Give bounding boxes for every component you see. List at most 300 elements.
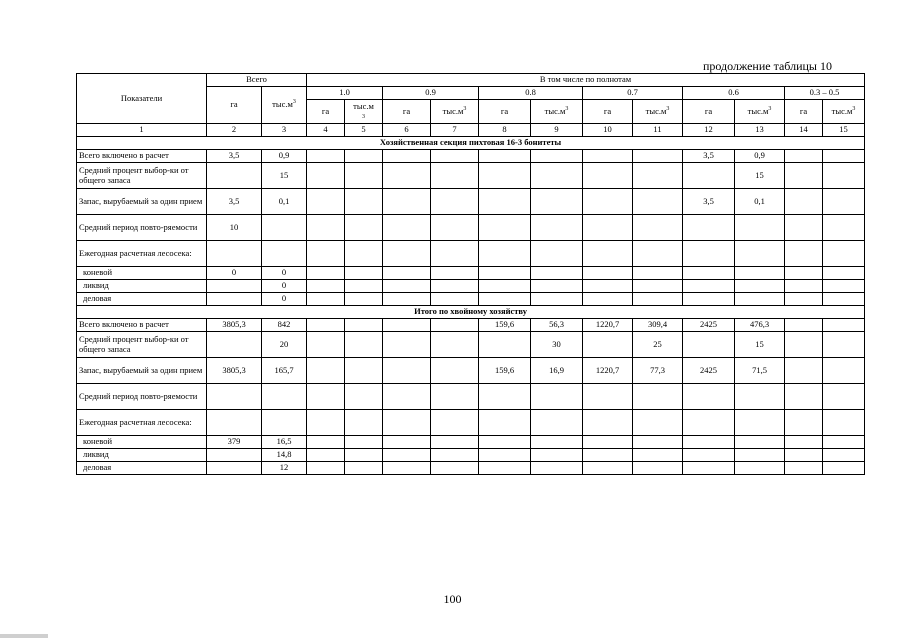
subheader-m3: $тыс.м^3$ — [633, 100, 683, 124]
table-cell — [785, 462, 823, 475]
column-number: 5 — [345, 124, 383, 137]
row-label: ликвид — [77, 280, 207, 293]
table-cell — [583, 384, 633, 410]
header-indicators: Показатели — [77, 74, 207, 124]
row-label: Ежегодная расчетная лесосека: — [77, 410, 207, 436]
table-cell — [383, 267, 431, 280]
table-cell — [479, 267, 531, 280]
table-cell — [431, 449, 479, 462]
table-cell — [785, 332, 823, 358]
table-cell: 0 — [207, 267, 262, 280]
table-cell — [307, 189, 345, 215]
table-cell — [683, 267, 735, 280]
table-cell — [633, 449, 683, 462]
table-cell — [307, 449, 345, 462]
column-number: 6 — [383, 124, 431, 137]
table-cell — [431, 280, 479, 293]
table-cell — [307, 332, 345, 358]
table-cell — [683, 384, 735, 410]
table-cell — [823, 189, 865, 215]
table-cell — [735, 293, 785, 306]
subheader-m3: тыс.м 3 — [345, 100, 383, 124]
table-cell — [683, 449, 735, 462]
table-cell — [583, 241, 633, 267]
table-cell — [207, 332, 262, 358]
table-cell — [583, 332, 633, 358]
table-cell — [785, 280, 823, 293]
subheader-ha: га — [683, 100, 735, 124]
row-label: деловая — [77, 462, 207, 475]
table-cell: 71,5 — [735, 358, 785, 384]
page-number: 100 — [443, 592, 462, 606]
table-cell — [307, 267, 345, 280]
table-cell — [683, 215, 735, 241]
table-cell: 3805,3 — [207, 319, 262, 332]
table-cell — [479, 150, 531, 163]
column-number: 11 — [633, 124, 683, 137]
table-cell — [431, 384, 479, 410]
table-cell — [207, 410, 262, 436]
table-cell — [823, 215, 865, 241]
table-cell: 25 — [633, 332, 683, 358]
table-cell — [307, 293, 345, 306]
table-cell: 3805,3 — [207, 358, 262, 384]
table-cell — [735, 241, 785, 267]
table-cell — [633, 215, 683, 241]
row-label: коневой — [77, 267, 207, 280]
table-cell — [531, 436, 583, 449]
table-cell — [583, 189, 633, 215]
table-cell — [431, 215, 479, 241]
table-cell — [431, 293, 479, 306]
table-cell — [633, 410, 683, 436]
table-cell — [383, 319, 431, 332]
column-number: 9 — [531, 124, 583, 137]
table-row — [77, 189, 865, 215]
table-cell — [735, 267, 785, 280]
table-cell — [823, 462, 865, 475]
column-number: 7 — [431, 124, 479, 137]
table-cell — [531, 449, 583, 462]
subheader-ha: га — [479, 100, 531, 124]
row-label: деловая — [77, 293, 207, 306]
table-cell — [633, 163, 683, 189]
table-cell — [207, 280, 262, 293]
table-cell — [479, 332, 531, 358]
table-cell — [345, 384, 383, 410]
density-0.6: 0.6 — [683, 87, 785, 100]
table-cell — [735, 462, 785, 475]
table-cell — [431, 462, 479, 475]
table-row — [77, 241, 865, 267]
table-cell — [735, 280, 785, 293]
table-cell — [431, 436, 479, 449]
table-cell — [583, 267, 633, 280]
table-row — [77, 449, 865, 462]
subheader-ha: га — [785, 100, 823, 124]
table-cell — [531, 280, 583, 293]
row-label: коневой — [77, 436, 207, 449]
table-cell — [583, 163, 633, 189]
table-cell — [207, 293, 262, 306]
table-cell — [383, 189, 431, 215]
column-number: 12 — [683, 124, 735, 137]
table-cell — [431, 332, 479, 358]
table-row — [77, 163, 865, 189]
row-label: Всего включено в расчет — [77, 319, 207, 332]
table-cell — [431, 267, 479, 280]
table-cell — [345, 150, 383, 163]
table-cell — [823, 319, 865, 332]
table-cell — [345, 319, 383, 332]
header-by-density: В том числе по полнотам — [307, 74, 865, 87]
table-cell — [307, 462, 345, 475]
table-cell — [633, 462, 683, 475]
table-cell: 20 — [262, 332, 307, 358]
table-caption: продолжение таблицы 10 — [702, 59, 832, 73]
density-0.9: 0.9 — [383, 87, 479, 100]
table-cell — [345, 241, 383, 267]
table-cell — [345, 410, 383, 436]
table-cell: 3,5 — [207, 189, 262, 215]
table-cell: 2425 — [683, 319, 735, 332]
table-row — [77, 319, 865, 332]
density-1.0: 1.0 — [307, 87, 383, 100]
table-cell: 1220,7 — [583, 358, 633, 384]
table-cell — [307, 163, 345, 189]
table-cell — [531, 189, 583, 215]
row-label: Запас, вырубаемый за один прием — [77, 358, 207, 384]
header-total: Всего — [207, 74, 307, 87]
density-0.8: 0.8 — [479, 87, 583, 100]
table-cell — [583, 215, 633, 241]
table-cell — [785, 150, 823, 163]
table-cell: 2425 — [683, 358, 735, 384]
table-cell: 842 — [262, 319, 307, 332]
table-cell — [785, 189, 823, 215]
table-cell: 15 — [735, 332, 785, 358]
table-cell — [307, 241, 345, 267]
table-cell — [683, 280, 735, 293]
row-label: Средний процент выбор-ки от общего запаса — [77, 163, 207, 189]
table-row — [77, 150, 865, 163]
table-cell — [383, 358, 431, 384]
table-cell — [785, 215, 823, 241]
table-cell — [345, 189, 383, 215]
table-row — [77, 358, 865, 384]
table-cell: 56,3 — [531, 319, 583, 332]
table-cell — [633, 241, 683, 267]
table-cell — [383, 293, 431, 306]
table-cell: 3,5 — [207, 150, 262, 163]
table-cell — [479, 215, 531, 241]
subheader-ha: га — [307, 100, 345, 124]
table-cell — [785, 293, 823, 306]
table-cell — [785, 358, 823, 384]
table-cell — [479, 384, 531, 410]
table-cell — [823, 267, 865, 280]
section-title: Хозяйственная секция пихтовая 16-3 бонитеты — [77, 137, 865, 150]
table-cell — [345, 462, 383, 475]
table-cell — [479, 436, 531, 449]
subheader-m3: $тыс.м^3$ — [823, 100, 865, 124]
column-number: 15 — [823, 124, 865, 137]
table-header — [77, 74, 865, 137]
table-cell — [735, 410, 785, 436]
table-cell — [431, 358, 479, 384]
table-cell — [823, 410, 865, 436]
table-body — [77, 137, 865, 475]
density-0.7: 0.7 — [583, 87, 683, 100]
table-cell: 15 — [262, 163, 307, 189]
table-cell — [735, 449, 785, 462]
column-number: 1 — [77, 124, 207, 137]
table-cell — [531, 462, 583, 475]
table-cell — [531, 384, 583, 410]
table-row — [77, 332, 865, 358]
table-cell — [207, 449, 262, 462]
table-cell — [785, 436, 823, 449]
row-label: ликвид — [77, 449, 207, 462]
table-cell — [683, 241, 735, 267]
table-cell — [207, 163, 262, 189]
table-cell — [307, 150, 345, 163]
row-label: Средний период повто-ряемости — [77, 384, 207, 410]
section-title: Итого по хвойному хозяйству — [77, 306, 865, 319]
column-number: 2 — [207, 124, 262, 137]
table-cell — [823, 150, 865, 163]
row-label: Всего включено в расчет — [77, 150, 207, 163]
column-number: 8 — [479, 124, 531, 137]
table-cell: 1220,7 — [583, 319, 633, 332]
table-cell — [785, 163, 823, 189]
table-cell — [823, 332, 865, 358]
table-cell — [735, 436, 785, 449]
table-cell: 379 — [207, 436, 262, 449]
data-table — [76, 73, 865, 475]
subheader-m3: $тыс.м^3$ — [431, 100, 479, 124]
table-cell: 15 — [735, 163, 785, 189]
table-cell — [345, 280, 383, 293]
table-cell — [207, 241, 262, 267]
column-number: 14 — [785, 124, 823, 137]
table-cell: 12 — [262, 462, 307, 475]
table-row — [77, 267, 865, 280]
table-cell — [785, 384, 823, 410]
table-cell — [262, 410, 307, 436]
table-cell — [583, 280, 633, 293]
table-cell: 159,6 — [479, 358, 531, 384]
column-number: 3 — [262, 124, 307, 137]
table-cell — [345, 215, 383, 241]
table-cell — [633, 280, 683, 293]
table-cell — [785, 410, 823, 436]
subheader-m3: $тыс.м^3$ — [531, 100, 583, 124]
table-cell: 77,3 — [633, 358, 683, 384]
table-cell: 0 — [262, 267, 307, 280]
table-cell: 476,3 — [735, 319, 785, 332]
table-cell — [633, 189, 683, 215]
table-row — [77, 462, 865, 475]
table-cell — [531, 163, 583, 189]
table-cell — [683, 332, 735, 358]
column-number: 13 — [735, 124, 785, 137]
table-cell — [823, 449, 865, 462]
table-cell: 14,8 — [262, 449, 307, 462]
table-row — [77, 436, 865, 449]
table-cell — [823, 280, 865, 293]
table-cell — [431, 150, 479, 163]
table-cell — [531, 241, 583, 267]
table-cell — [262, 384, 307, 410]
table-cell: 30 — [531, 332, 583, 358]
table-cell — [307, 436, 345, 449]
table-cell — [479, 189, 531, 215]
table-cell — [583, 436, 633, 449]
table-cell — [431, 410, 479, 436]
table-cell — [383, 241, 431, 267]
column-number-row — [77, 124, 865, 137]
table-cell: 0,1 — [735, 189, 785, 215]
table-row — [77, 384, 865, 410]
density-0.3-0.5: 0.3 – 0.5 — [785, 87, 865, 100]
table-cell — [633, 436, 683, 449]
table-cell — [383, 150, 431, 163]
table-cell — [345, 449, 383, 462]
table-cell — [383, 462, 431, 475]
table-cell — [479, 449, 531, 462]
table-cell — [431, 189, 479, 215]
table-cell — [345, 163, 383, 189]
row-label: Средний период повто-ряемости — [77, 215, 207, 241]
table-cell — [633, 293, 683, 306]
table-cell — [479, 280, 531, 293]
table-cell — [207, 462, 262, 475]
table-cell — [735, 215, 785, 241]
table-cell — [307, 280, 345, 293]
table-cell — [431, 241, 479, 267]
section-row — [77, 306, 865, 319]
table-cell — [683, 410, 735, 436]
table-cell — [383, 436, 431, 449]
table-cell — [345, 358, 383, 384]
table-cell: 309,4 — [633, 319, 683, 332]
table-cell — [383, 163, 431, 189]
table-cell — [531, 410, 583, 436]
scan-artifact — [0, 634, 48, 638]
table-cell: 159,6 — [479, 319, 531, 332]
row-label: Средний процент выбор-ки от общего запаса — [77, 332, 207, 358]
table-cell — [479, 163, 531, 189]
table-cell — [785, 449, 823, 462]
table-row — [77, 215, 865, 241]
table-cell — [633, 384, 683, 410]
table-cell: 0,9 — [262, 150, 307, 163]
table-cell — [307, 384, 345, 410]
table-cell — [531, 293, 583, 306]
table-cell: 0 — [262, 293, 307, 306]
table-cell: 16,5 — [262, 436, 307, 449]
table-cell — [683, 293, 735, 306]
table-cell — [785, 319, 823, 332]
table-cell — [823, 293, 865, 306]
table-cell: 16,9 — [531, 358, 583, 384]
table-cell — [262, 241, 307, 267]
table-cell — [383, 215, 431, 241]
table-row — [77, 293, 865, 306]
table-cell — [431, 319, 479, 332]
table-cell — [531, 267, 583, 280]
table-cell — [823, 358, 865, 384]
subheader-ha: га — [583, 100, 633, 124]
table-cell — [633, 150, 683, 163]
table-cell — [633, 267, 683, 280]
table-cell — [531, 150, 583, 163]
table-cell — [583, 150, 633, 163]
table-cell — [262, 215, 307, 241]
table-cell: 0 — [262, 280, 307, 293]
table-cell — [307, 215, 345, 241]
table-cell — [823, 436, 865, 449]
table-cell — [307, 358, 345, 384]
table-cell — [683, 436, 735, 449]
table-cell — [683, 462, 735, 475]
table-cell: 165,7 — [262, 358, 307, 384]
row-label: Запас, вырубаемый за один прием — [77, 189, 207, 215]
table-cell: 3,5 — [683, 150, 735, 163]
header-total-m3: $тыс.м^3$ — [262, 87, 307, 124]
column-number: 4 — [307, 124, 345, 137]
table-cell — [823, 384, 865, 410]
table-row — [77, 280, 865, 293]
table-cell — [383, 332, 431, 358]
table-cell — [583, 410, 633, 436]
table-cell — [583, 449, 633, 462]
table-row — [77, 410, 865, 436]
table-cell — [479, 293, 531, 306]
table-cell — [383, 410, 431, 436]
table-cell: 0,1 — [262, 189, 307, 215]
table-cell — [583, 293, 633, 306]
table-cell — [207, 384, 262, 410]
table-cell — [785, 267, 823, 280]
table-cell: 10 — [207, 215, 262, 241]
row-label: Ежегодная расчетная лесосека: — [77, 241, 207, 267]
table-cell — [683, 163, 735, 189]
table-cell — [823, 163, 865, 189]
table-cell — [307, 319, 345, 332]
table-cell: 0,9 — [735, 150, 785, 163]
table-cell: 3,5 — [683, 189, 735, 215]
table-cell — [345, 332, 383, 358]
section-row — [77, 137, 865, 150]
header-total-ha: га — [207, 87, 262, 124]
table-cell — [479, 462, 531, 475]
table-cell — [785, 241, 823, 267]
table-cell — [823, 241, 865, 267]
table-cell — [307, 410, 345, 436]
column-number: 10 — [583, 124, 633, 137]
table-cell — [479, 410, 531, 436]
table-cell — [345, 293, 383, 306]
table-cell — [345, 436, 383, 449]
table-cell — [383, 449, 431, 462]
table-cell — [383, 280, 431, 293]
table-cell — [531, 215, 583, 241]
table-cell — [431, 163, 479, 189]
subheader-ha: га — [383, 100, 431, 124]
table-cell — [735, 384, 785, 410]
